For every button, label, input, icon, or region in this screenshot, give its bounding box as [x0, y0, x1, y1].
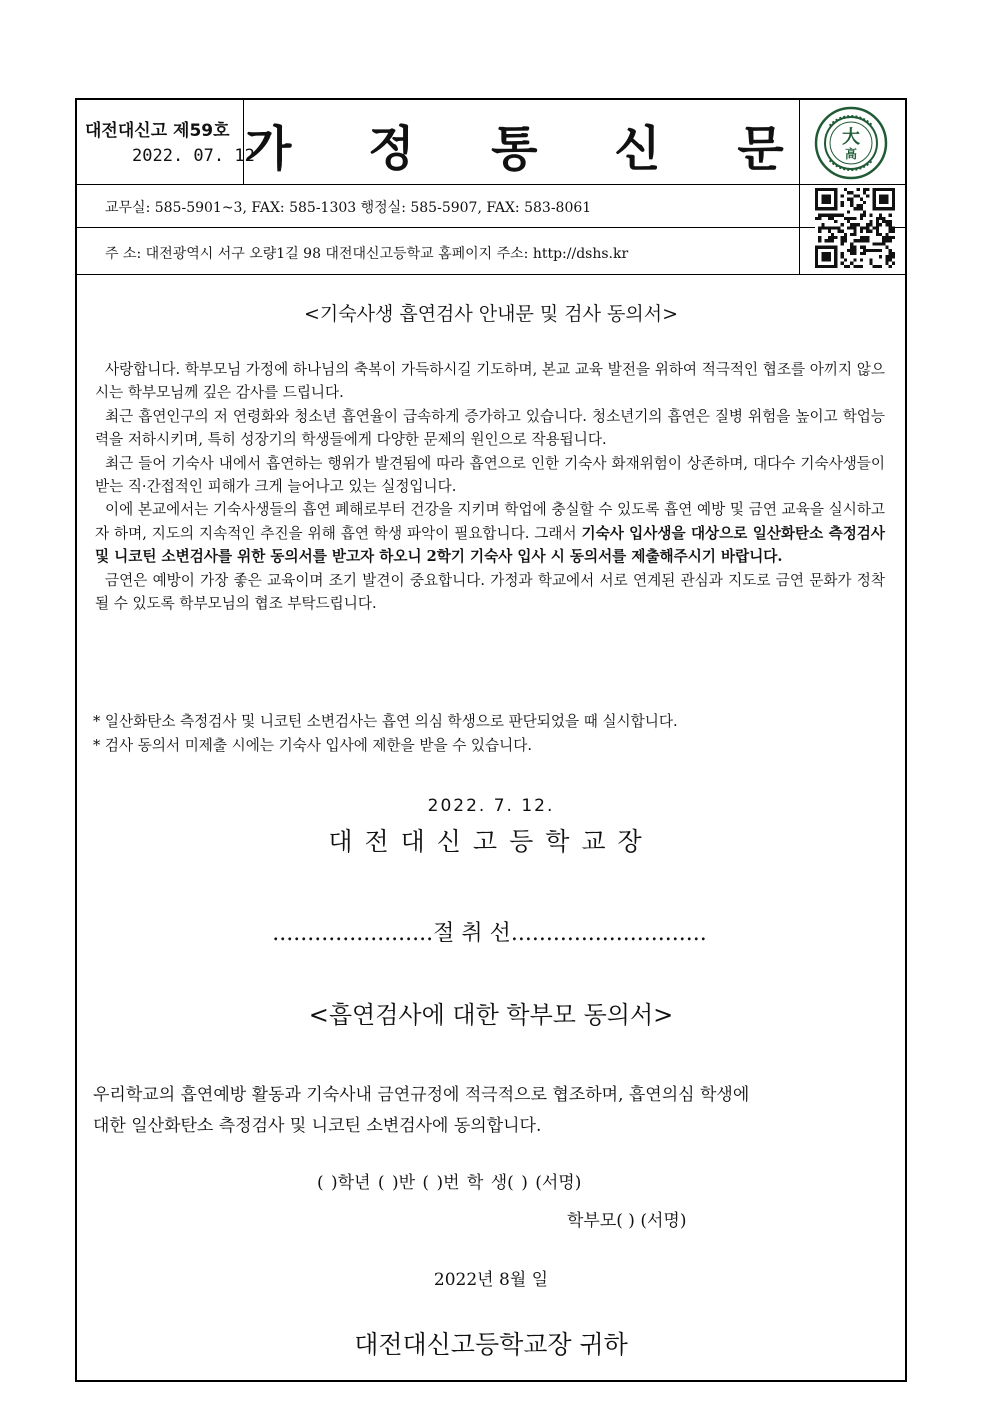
consent-text-line: 대한 일산화탄소 측정검사 및 니코틴 소변검사에 동의합니다. [93, 1116, 542, 1136]
notice-notes [93, 710, 678, 758]
notice-paragraph [95, 498, 885, 568]
contact-divider [77, 227, 905, 228]
qr-code-icon[interactable] [815, 188, 895, 268]
notice-paragraph: 금연은 예방이 가장 좋은 교육이며 조기 발견이 중요합니다. 가정과 학교에서 서로 연계된 관심과 지도로 금연 문화가 정착될 수 있도록 학부모님의 협조 부탁드립니다. [95, 571, 885, 613]
notice-title: <기숙사생 흡연검사 안내문 및 검사 동의서> [303, 303, 679, 325]
notice-paragraph: 최근 흡연인구의 저 연령화와 청소년 흡연율이 급속하게 증가하고 있습니다. 청소년기의 흡연은 질병 위험을 높이고 학업능력을 저하시키며, 특히 성장기의 학생들에게 다양한 문제의 원인으로 작용됩니다. [95, 407, 885, 449]
header-divider [77, 184, 905, 185]
notice-bold-request: 기숙사 입사생을 대상으로 일산화탄소 측정검사 및 니코틴 소변검사를 위한 동의서를 받고자 하오니 2학기 기숙사 입사 시 동의서를 제출해주시기 바랍니다. [95, 524, 885, 566]
notice-body [95, 358, 885, 615]
consent-text-line: 우리학교의 흡연예방 활동과 기숙사내 금연규정에 적극적으로 협조하며, 흡연의심 학생에 [93, 1085, 750, 1105]
contact-info: 교무실: 585-5901~3, FAX: 585-1303 행정실: 585-5907, FAX: 583-8061 [105, 200, 592, 216]
notice-paragraph-text: 이에 본교에서는 기숙사생들의 흡연 폐해로부터 건강을 지키며 학업에 충실할 수 있도록 흡연 예방 및 금연 교육을 실시하고자 하며, 지도의 지속적인 추진을 위해 흡연 학생 파악이 필요합니다. 그래서 [95, 501, 885, 542]
school-emblem-icon [814, 106, 888, 180]
consent-date: 2022년 8월 일 [433, 1270, 549, 1290]
notice-paragraph: 사랑합니다. 학부모님 가정에 하나님의 축복이 가득하시길 기도하며, 본교 교육 발전을 위하여 적극적인 협조를 아끼지 않으시는 학부모님께 깊은 감사를 드립니다. [95, 361, 885, 402]
cut-line: .......................절 취 선............................ [272, 921, 707, 946]
issue-number: 대전대신고 제59호 [85, 121, 230, 141]
notice-signer: 대전대신고등학교장 [328, 827, 654, 856]
note-item: * 일산화탄소 측정검사 및 니코틴 소변검사는 흡연 의심 학생으로 판단되었을 때 실시합니다. [93, 713, 678, 730]
newsletter-frame [75, 98, 907, 1382]
consent-title: <흡연검사에 대한 학부모 동의서> [308, 1001, 674, 1029]
notice-date: 2022. 7. 12. [427, 796, 555, 816]
notice-paragraph: 최근 들어 기숙사 내에서 흡연하는 행위가 발견됨에 따라 흡연으로 인한 기숙사 화재위험이 상존하며, 대다수 기숙사생들이 받는 직·간접적인 피해가 크게 늘어나고 있는 실정입니다. [95, 454, 885, 496]
svg-text:大: 大 [842, 127, 860, 148]
consent-addressee: 대전대신고등학교장 귀하 [354, 1330, 628, 1359]
issue-date: 2022. 07. 12 [132, 146, 255, 166]
svg-text:高: 高 [844, 147, 858, 161]
issue-divider [243, 100, 244, 184]
parent-signature-line: 학부모( ) (서명) [567, 1211, 687, 1231]
page-title: 가 정 통 신 문 [245, 121, 814, 177]
school-address: 주 소: 대전광역시 서구 오량1길 98 대전대신고등학교 홈페이지 주소: http://dshs.kr [105, 246, 629, 262]
student-signature-line: ( )학년 ( )반 ( )번 학 생( ) (서명) [317, 1173, 582, 1193]
address-divider [77, 274, 905, 275]
consent-text [93, 1080, 893, 1142]
note-item: * 검사 동의서 미제출 시에는 기숙사 입사에 제한을 받을 수 있습니다. [93, 737, 532, 754]
